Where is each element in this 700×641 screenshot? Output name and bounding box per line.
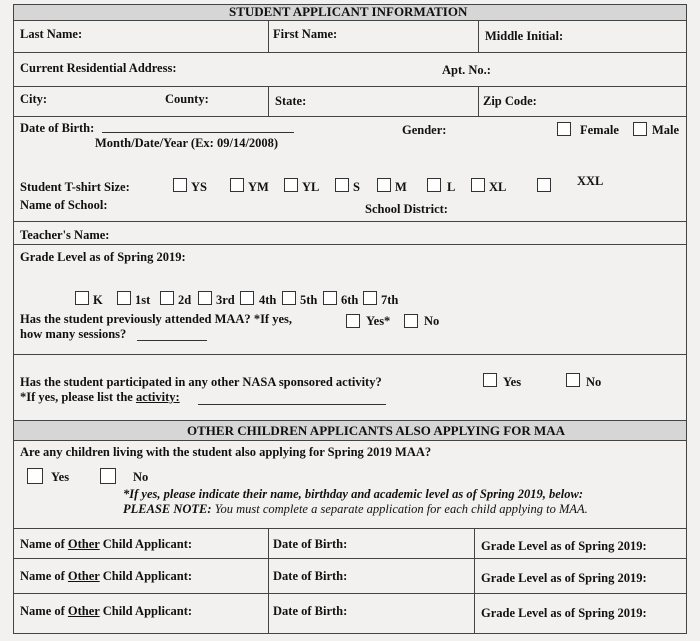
- other-no-label: No: [133, 470, 149, 484]
- nasa-no-checkbox[interactable]: [566, 373, 580, 387]
- other-yes-label: Yes: [51, 470, 70, 484]
- grade-2d-checkbox[interactable]: [160, 291, 174, 305]
- divider: [268, 86, 269, 116]
- grade-1st-checkbox[interactable]: [117, 291, 131, 305]
- other-no-checkbox[interactable]: [100, 468, 116, 484]
- other-child-1-name-label: Name of Other Child Applicant:: [20, 537, 193, 551]
- rule: [13, 20, 687, 21]
- tshirt-l-checkbox[interactable]: [427, 178, 441, 192]
- tshirt-l-label: L: [447, 180, 456, 194]
- female-checkbox[interactable]: [557, 122, 571, 136]
- grade-6th-checkbox[interactable]: [323, 291, 337, 305]
- nasa-yes-checkbox[interactable]: [483, 373, 497, 387]
- divider: [268, 528, 269, 633]
- tshirt-yl-label: YL: [302, 180, 320, 194]
- grade-7th-label: 7th: [381, 293, 399, 307]
- tshirt-size-label: Student T-shirt Size:: [20, 180, 130, 194]
- state-label: State:: [275, 94, 307, 108]
- grade-5th-checkbox[interactable]: [282, 291, 296, 305]
- divider: [478, 86, 479, 116]
- tshirt-ym-label: YM: [248, 180, 269, 194]
- grade-level-label: Grade Level as of Spring 2019:: [20, 250, 186, 264]
- nasa-no-label: No: [586, 375, 602, 389]
- rule: [13, 221, 687, 222]
- county-label: County:: [165, 92, 209, 106]
- other-child-2-name-label: Name of Other Child Applicant:: [20, 569, 193, 583]
- grade-k-label: K: [93, 293, 103, 307]
- tshirt-ys-label: YS: [191, 180, 207, 194]
- tshirt-m-label: M: [395, 180, 407, 194]
- grade-3rd-checkbox[interactable]: [198, 291, 212, 305]
- other-child-1-dob-label: Date of Birth:: [273, 537, 348, 551]
- dob-format-hint: Month/Date/Year (Ex: 09/14/2008): [95, 136, 279, 150]
- rule: [13, 593, 687, 594]
- school-district-label: School District:: [365, 202, 448, 216]
- rule: [13, 86, 687, 87]
- other-child-3-name-label: Name of Other Child Applicant:: [20, 604, 193, 618]
- other-child-3-dob-label: Date of Birth:: [273, 604, 348, 618]
- tshirt-xl-label: XL: [489, 180, 507, 194]
- other-children-question: Are any children living with the student also applying for Spring 2019 MAA?: [20, 445, 432, 459]
- divider: [268, 20, 269, 52]
- grade-7th-checkbox[interactable]: [363, 291, 377, 305]
- zip-label: Zip Code:: [483, 94, 537, 108]
- grade-4th-checkbox[interactable]: [240, 291, 254, 305]
- address-label: Current Residential Address:: [20, 61, 177, 75]
- rule: [13, 354, 687, 355]
- grade-2d-label: 2d: [178, 293, 192, 307]
- maa-sessions-label: how many sessions?: [20, 327, 127, 341]
- tshirt-ym-checkbox[interactable]: [230, 178, 244, 192]
- male-checkbox[interactable]: [633, 122, 647, 136]
- maa-question: Has the student previously attended MAA? *If yes,: [20, 312, 293, 326]
- rule: [13, 440, 687, 441]
- form-border-left: [13, 4, 14, 634]
- other-child-3-grade-label: Grade Level as of Spring 2019:: [481, 606, 647, 620]
- middle-initial-label: Middle Initial:: [485, 29, 564, 43]
- tshirt-xxl-label: XXL: [577, 174, 604, 188]
- gender-label: Gender:: [402, 123, 447, 137]
- teacher-name-label: Teacher's Name:: [20, 228, 110, 242]
- grade-4th-label: 4th: [259, 293, 277, 307]
- rule: [13, 244, 687, 245]
- grade-1st-label: 1st: [135, 293, 151, 307]
- tshirt-s-checkbox[interactable]: [335, 178, 349, 192]
- rule: [13, 558, 687, 559]
- other-child-2-dob-label: Date of Birth:: [273, 569, 348, 583]
- grade-5th-label: 5th: [300, 293, 318, 307]
- last-name-label: Last Name:: [20, 27, 83, 41]
- other-children-title: OTHER CHILDREN APPLICANTS ALSO APPLYING FOR MAA: [187, 423, 566, 438]
- maa-yes-label: Yes*: [366, 314, 391, 328]
- rule: [13, 420, 687, 421]
- maa-sessions-line[interactable]: [137, 340, 207, 341]
- other-child-2-grade-label: Grade Level as of Spring 2019:: [481, 571, 647, 585]
- rule: [13, 528, 687, 529]
- tshirt-m-checkbox[interactable]: [377, 178, 391, 192]
- grade-3rd-label: 3rd: [216, 293, 235, 307]
- tshirt-xl-checkbox[interactable]: [471, 178, 485, 192]
- maa-no-checkbox[interactable]: [404, 314, 418, 328]
- other-note-warning: PLEASE NOTE: You must complete a separate application for each child applying to MAA.: [123, 502, 588, 516]
- divider: [478, 20, 479, 52]
- divider: [474, 528, 475, 633]
- female-label: Female: [580, 123, 619, 137]
- dob-line: [102, 132, 294, 133]
- nasa-question: Has the student participated in any other NASA sponsored activity?: [20, 375, 382, 389]
- rule: [13, 633, 687, 634]
- form-title: STUDENT APPLICANT INFORMATION: [229, 4, 468, 19]
- tshirt-yl-checkbox[interactable]: [284, 178, 298, 192]
- male-label: Male: [652, 123, 680, 137]
- rule: [13, 116, 687, 117]
- nasa-list-label: *If yes, please list the activity:: [20, 390, 180, 404]
- form-border-right: [686, 4, 687, 634]
- rule: [13, 52, 687, 53]
- other-yes-checkbox[interactable]: [27, 468, 43, 484]
- dob-label: Date of Birth:: [20, 121, 95, 135]
- grade-6th-label: 6th: [341, 293, 359, 307]
- maa-yes-checkbox[interactable]: [346, 314, 360, 328]
- nasa-activity-line[interactable]: [198, 404, 386, 405]
- other-child-1-grade-label: Grade Level as of Spring 2019:: [481, 539, 647, 553]
- city-label: City:: [20, 92, 48, 106]
- tshirt-ys-checkbox[interactable]: [173, 178, 187, 192]
- other-note-instructions: *If yes, please indicate their name, birthday and academic level as of Spring 2019, below:: [123, 487, 584, 501]
- nasa-yes-label: Yes: [503, 375, 522, 389]
- tshirt-s-label: S: [353, 180, 360, 194]
- school-name-label: Name of School:: [20, 198, 108, 212]
- tshirt-xxl-checkbox[interactable]: [537, 178, 551, 192]
- first-name-label: First Name:: [273, 27, 338, 41]
- grade-k-checkbox[interactable]: [75, 291, 89, 305]
- maa-no-label: No: [424, 314, 440, 328]
- apt-label: Apt. No.:: [442, 63, 491, 77]
